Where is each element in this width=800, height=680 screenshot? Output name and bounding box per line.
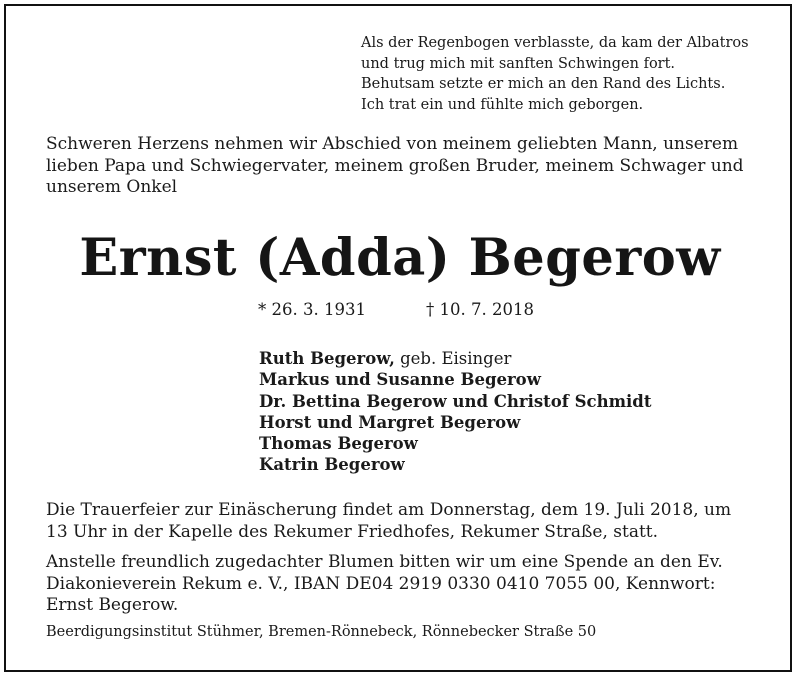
family-member-name: Markus und Susanne Begerow xyxy=(259,370,541,390)
family-member xyxy=(259,412,651,433)
ceremony-line: 13 Uhr in der Kapelle des Rekumer Friedhofes, Rekumer Straße, statt. xyxy=(46,521,659,542)
family-member xyxy=(259,369,651,390)
birth-date: * 26. 3. 1931 xyxy=(258,300,366,319)
family-member-name: Katrin Begerow xyxy=(259,455,405,475)
ceremony-line: Die Trauerfeier zur Einäscherung findet am Donnerstag, dem 19. Juli 2018, um xyxy=(46,500,732,520)
intro-line: Schweren Herzens nehmen wir Abschied von meinem geliebten Mann, unserem xyxy=(46,134,739,154)
poem-line: Ich trat ein und fühlte mich geborgen. xyxy=(361,96,644,113)
death-date: † 10. 7. 2018 xyxy=(426,300,534,319)
poem xyxy=(361,33,749,115)
family-list xyxy=(259,348,651,476)
ceremony-text xyxy=(46,500,758,543)
funeral-home: Beerdigungsinstitut Stühmer, Bremen-Rönnebeck, Rönnebecker Straße 50 xyxy=(46,624,597,640)
donation-line: Anstelle freundlich zugedachter Blumen bitten wir um eine Spende an den Ev. xyxy=(46,552,723,572)
intro-line: lieben Papa und Schwiegervater, meinem großen Bruder, meinem Schwager und xyxy=(46,155,744,176)
donation-text xyxy=(46,552,758,617)
family-member-name: Horst und Margret Begerow xyxy=(259,412,521,432)
intro-line: unserem Onkel xyxy=(46,177,178,197)
poem-line: und trug mich mit sanften Schwingen fort. xyxy=(361,55,676,72)
intro-text xyxy=(46,134,758,199)
family-member-note: geb. Eisinger xyxy=(394,349,512,368)
donation-line: Diakonieverein Rekum e. V., IBAN DE04 2919 0330 0410 7055 00, Kennwort: xyxy=(46,573,716,594)
family-member xyxy=(259,348,651,369)
family-member xyxy=(259,454,651,475)
poem-line: Als der Regenbogen verblasste, da kam der Albatros xyxy=(361,35,749,51)
family-member-name: Dr. Bettina Begerow und Christof Schmidt xyxy=(259,391,652,411)
family-member xyxy=(259,391,651,412)
deceased-name: Ernst (Adda) Begerow xyxy=(79,228,721,288)
family-member xyxy=(259,433,651,454)
family-member-name: Ruth Begerow, xyxy=(259,349,395,368)
family-member-name: Thomas Begerow xyxy=(259,434,418,454)
donation-line: Ernst Begerow. xyxy=(46,595,179,615)
poem-line: Behutsam setzte er mich an den Rand des Lichts. xyxy=(361,76,726,92)
